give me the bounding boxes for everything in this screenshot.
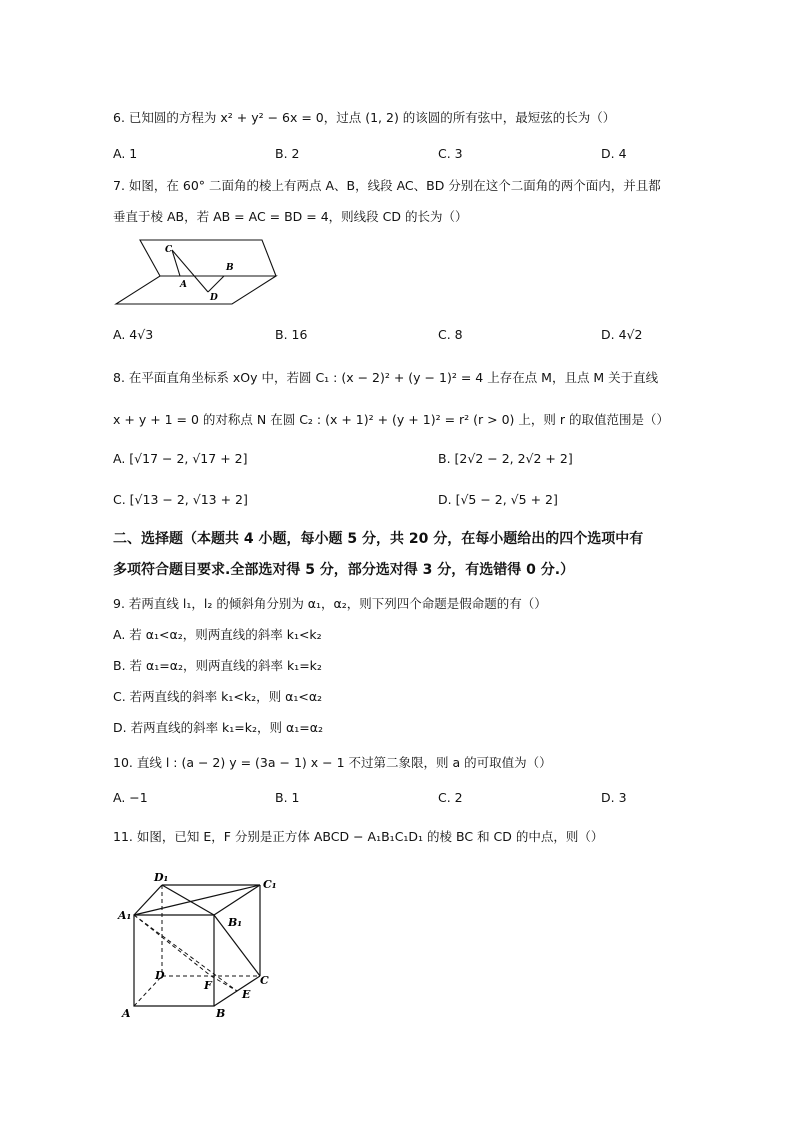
dihedral-angle-figure (112, 236, 282, 308)
q10-option-d: D. 3 (601, 790, 627, 805)
q8-option-c: C. [√13 − 2, √13 + 2] (113, 492, 248, 507)
q6-option-b: B. 2 (275, 146, 300, 161)
q7-option-a: A. 4√3 (113, 327, 154, 342)
q6-option-a: A. 1 (113, 146, 138, 161)
q7-option-b: B. 16 (275, 327, 308, 342)
q7-option-c: C. 8 (438, 327, 463, 342)
q9-option-d: D. 若两直线的斜率 k₁=k₂，则 α₁=α₂ (113, 720, 323, 735)
q6-option-d: D. 4 (601, 146, 627, 161)
fig11-label-f: F (204, 979, 212, 992)
q8-option-a: A. [√17 − 2, √17 + 2] (113, 451, 248, 466)
fig7-label-d: D (210, 293, 218, 303)
q10-option-a: A. −1 (113, 790, 148, 805)
fig11-label-a1: A₁ (118, 909, 132, 922)
q9-option-c: C. 若两直线的斜率 k₁<k₂，则 α₁<α₂ (113, 689, 323, 704)
section2-heading-line1: 二、选择题（本题共 4 小题，每小题 5 分，共 20 分，在每小题给出的四个选项中有 (113, 531, 644, 547)
q6-stem: 6. 已知圆的方程为 x² + y² − 6x = 0，过点 (1, 2) 的该圆的所有弦中，最短弦的长为（） (113, 110, 616, 125)
cube-figure (112, 868, 287, 1023)
fig11-label-a: A (122, 1007, 131, 1020)
fig11-label-b: B (216, 1007, 226, 1020)
q9-option-a: A. 若 α₁<α₂，则两直线的斜率 k₁<k₂ (113, 627, 322, 642)
q9-stem: 9. 若两直线 l₁，l₂ 的倾斜角分别为 α₁，α₂，则下列四个命题是假命题的有（） (113, 596, 547, 611)
q8-stem-line2: x + y + 1 = 0 的对称点 N 在圆 C₂ : (x + 1)² + (y + 1)² = r² (r > 0) 上，则 r 的取值范围是（） (113, 412, 669, 427)
fig11-label-c1: C₁ (263, 878, 277, 891)
q7-option-d: D. 4√2 (601, 327, 643, 342)
section2-heading-line2: 多项符合题目要求.全部选对得 5 分，部分选对得 3 分，有选错得 0 分.） (113, 562, 575, 578)
fig11-label-d1: D₁ (154, 871, 169, 884)
q9-option-b: B. 若 α₁=α₂，则两直线的斜率 k₁=k₂ (113, 658, 322, 673)
q8-stem-line1: 8. 在平面直角坐标系 xOy 中，若圆 C₁ : (x − 2)² + (y − 1)² = 4 上存在点 M，且点 M 关于直线 (113, 370, 659, 385)
q8-option-d: D. [√5 − 2, √5 + 2] (438, 492, 558, 507)
fig7-label-b: B (226, 263, 234, 273)
fig11-label-c: C (260, 974, 269, 987)
q8-option-b: B. [2√2 − 2, 2√2 + 2] (438, 451, 573, 466)
fig11-label-d: D (155, 969, 165, 982)
q10-option-b: B. 1 (275, 790, 300, 805)
q10-option-c: C. 2 (438, 790, 463, 805)
q7-stem-line1: 7. 如图，在 60° 二面角的棱上有两点 A、B，线段 AC、BD 分别在这个二面角的两个面内，并且都 (113, 178, 661, 193)
fig11-label-b1: B₁ (228, 916, 243, 929)
q11-stem: 11. 如图，已知 E，F 分别是正方体 ABCD − A₁B₁C₁D₁ 的棱 BC 和 CD 的中点，则（） (113, 829, 604, 844)
q6-option-c: C. 3 (438, 146, 463, 161)
q7-stem-line2: 垂直于棱 AB，若 AB = AC = BD = 4，则线段 CD 的长为（） (113, 209, 468, 224)
fig7-label-c: C (165, 245, 173, 255)
q10-stem: 10. 直线 l : (a − 2) y = (3a − 1) x − 1 不过第二象限，则 a 的可取值为（） (113, 755, 552, 770)
fig7-label-a: A (180, 280, 187, 290)
fig11-label-e: E (242, 988, 251, 1001)
